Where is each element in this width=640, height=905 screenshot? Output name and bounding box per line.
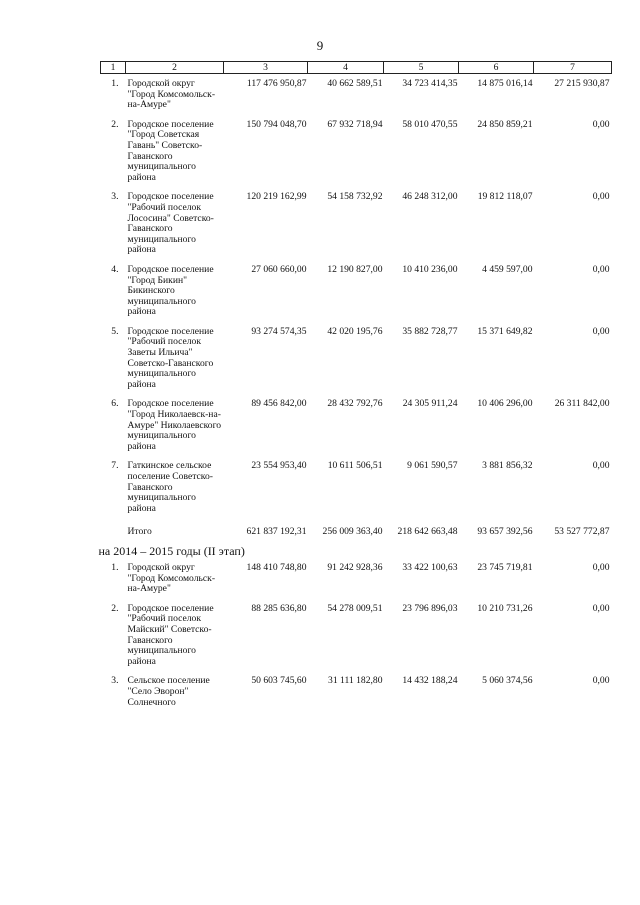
municipality-name: Городское поселение "Город Бикин" Бикинского муниципального района — [127, 263, 214, 318]
distribution-table — [100, 61, 612, 717]
row-number: 3. — [111, 675, 119, 687]
table-row — [101, 120, 612, 193]
total-col7: 53 527 772,87 — [554, 526, 610, 538]
value-col7: 0,00 — [592, 675, 610, 687]
value-col7: 0,00 — [592, 191, 610, 203]
municipality-name: Сельское поселение "Село Эворон" Солнечного — [127, 675, 210, 708]
table-row — [101, 192, 612, 265]
value-col3: 93 274 574,35 — [251, 325, 307, 337]
column-header: 1 — [101, 62, 126, 74]
value-col5: 35 882 728,77 — [402, 325, 458, 337]
row-number: 5. — [111, 325, 119, 337]
total-label: Итого — [127, 526, 152, 538]
table-row — [101, 265, 612, 327]
column-header: 5 — [384, 62, 459, 74]
municipality-name: Городское поселение "Рабочий поселок Майский" Советско-Гаванского муниципального района — [127, 602, 214, 667]
table-row — [101, 74, 612, 120]
value-col5: 23 796 896,03 — [402, 602, 458, 614]
column-header: 6 — [459, 62, 534, 74]
value-col6: 15 371 649,82 — [477, 325, 533, 337]
table-row — [101, 676, 612, 717]
value-col7: 27 215 930,87 — [554, 78, 610, 89]
page-number: 9 — [316, 38, 324, 53]
value-col7: 0,00 — [592, 118, 610, 130]
value-col4: 31 111 182,80 — [328, 675, 383, 687]
value-col3: 148 410 748,80 — [246, 561, 307, 573]
value-col4: 10 611 506,51 — [327, 460, 383, 472]
value-col7: 0,00 — [592, 561, 610, 573]
value-col3: 89 456 842,00 — [251, 398, 307, 410]
table-row — [101, 563, 612, 604]
value-col6: 14 875 016,14 — [477, 78, 533, 89]
value-col7: 0,00 — [592, 602, 610, 614]
municipality-name: Городское поселение "Город Николаевск-на-Амуре" Николаевского муниципального района — [127, 398, 222, 452]
value-col4: 42 020 195,76 — [327, 325, 383, 337]
column-header: 4 — [308, 62, 384, 74]
municipality-name: Гаткинское сельское поселение Советско-Гаванского муниципального района — [127, 460, 213, 514]
value-col4: 54 158 732,92 — [327, 191, 383, 203]
row-number: 1. — [111, 78, 119, 89]
total-row — [101, 523, 612, 544]
stage-heading-row — [101, 544, 612, 563]
municipality-name: Городское поселение "Рабочий поселок Лососина" Советско-Гаванского муниципального района — [127, 191, 214, 256]
table-row — [101, 461, 612, 523]
value-col5: 9 061 590,57 — [407, 460, 458, 472]
value-col7: 26 311 842,00 — [554, 398, 610, 410]
stage-heading-cell — [98, 543, 612, 563]
column-header: 7 — [534, 62, 612, 74]
value-col3: 27 060 660,00 — [251, 263, 307, 275]
value-col4: 40 662 589,51 — [327, 78, 383, 89]
value-col6: 10 406 296,00 — [477, 398, 533, 410]
municipality-name: Городской округ "Город Комсомольск-на-Амуре" — [127, 78, 216, 111]
value-col6: 4 459 597,00 — [482, 263, 533, 275]
row-number: 2. — [111, 602, 119, 614]
row-number: 3. — [111, 191, 119, 203]
empty-cell — [101, 523, 126, 544]
value-col3: 88 285 636,80 — [251, 602, 307, 614]
municipality-name: Городское поселение "Рабочий поселок Заветы Ильича" Советско-Гаванского муниципального района — [127, 325, 214, 390]
table-row — [101, 327, 612, 400]
total-col5: 218 642 663,48 — [397, 526, 458, 538]
value-col4: 12 190 827,00 — [327, 263, 383, 275]
total-col4: 256 009 363,40 — [322, 526, 383, 538]
row-number: 1. — [111, 561, 119, 573]
column-header: 2 — [126, 62, 224, 74]
value-col3: 23 554 953,40 — [251, 460, 307, 472]
value-col5: 10 410 236,00 — [402, 263, 458, 275]
value-col5: 34 723 414,35 — [402, 78, 458, 89]
value-col3: 150 794 048,70 — [246, 118, 307, 130]
value-col4: 67 932 718,94 — [327, 118, 383, 130]
total-col6: 93 657 392,56 — [477, 526, 533, 538]
value-col6: 19 812 118,07 — [477, 191, 533, 203]
value-col4: 28 432 792,76 — [327, 398, 383, 410]
row-number: 7. — [111, 460, 119, 472]
value-col6: 10 210 731,26 — [477, 602, 533, 614]
value-col6: 5 060 374,56 — [482, 675, 533, 687]
value-col6: 23 745 719,81 — [477, 561, 533, 573]
value-col6: 24 850 859,21 — [477, 118, 533, 130]
table-row — [101, 399, 612, 461]
value-col6: 3 881 856,32 — [482, 460, 533, 472]
column-header: 3 — [224, 62, 308, 74]
value-col3: 120 219 162,99 — [246, 191, 307, 203]
table-row — [101, 604, 612, 677]
value-col5: 33 422 100,63 — [402, 561, 458, 573]
row-number: 2. — [111, 118, 119, 130]
value-col3: 117 476 950,87 — [246, 78, 307, 89]
table-header-row — [101, 62, 612, 74]
row-number: 6. — [111, 398, 119, 410]
value-col5: 24 305 911,24 — [402, 398, 458, 410]
row-number: 4. — [111, 263, 119, 275]
value-col5: 58 010 470,55 — [402, 118, 458, 130]
value-col4: 54 278 009,51 — [327, 602, 383, 614]
value-col7: 0,00 — [592, 460, 610, 472]
total-col3: 621 837 192,31 — [246, 526, 307, 538]
municipality-name: Городское поселение "Город Советская Гавань" Советско-Гаванского муниципального района — [127, 118, 214, 183]
value-col5: 14 432 188,24 — [402, 675, 458, 687]
value-col7: 0,00 — [592, 263, 610, 275]
municipality-name: Городской округ "Город Комсомольск-на-Амуре" — [127, 561, 216, 595]
value-col4: 91 242 928,36 — [327, 561, 383, 573]
value-col3: 50 603 745,60 — [251, 675, 307, 687]
value-col5: 46 248 312,00 — [402, 191, 458, 203]
value-col7: 0,00 — [592, 325, 610, 337]
stage-heading: на 2014 – 2015 годы (II этап) — [98, 543, 245, 558]
